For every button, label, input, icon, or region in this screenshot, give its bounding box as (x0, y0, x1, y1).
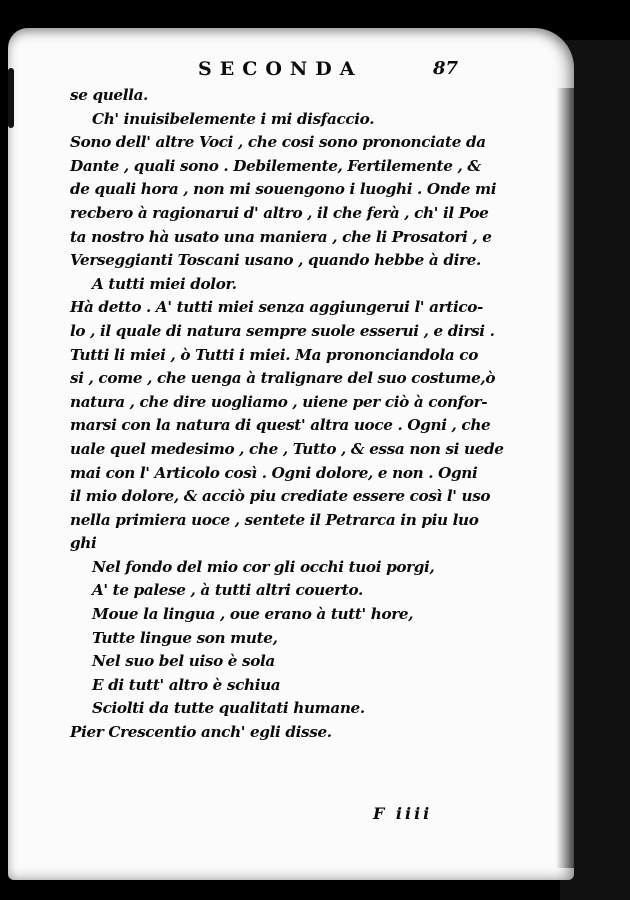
signature-mark: F iiii (373, 804, 433, 823)
quoted-verse-line: Sciolti da tutte qualitati humane. (92, 699, 365, 718)
text-line: il mio dolore, & acciò piu crediate essere così l' uso (70, 487, 491, 506)
text-line: nella primiera uoce , sentete il Petrarca in piu luo (70, 510, 479, 529)
quoted-verse-line: Ch' inuisibelemente i mi disfaccio. (92, 109, 375, 128)
text-line: Tutti li miei , ò Tutti i miei. Ma prononciandola co (70, 345, 478, 364)
text-line: natura , che dire uogliamo , uiene per ciò à confor- (70, 392, 488, 411)
text-line: marsi con la natura di quest' altra uoce . Ogni , che (70, 416, 491, 435)
quoted-verse-line: Moue la lingua , oue erano à tutt' hore, (92, 605, 414, 624)
text-line: lo , il quale di natura sempre suole esserui , e dirsi . (70, 321, 495, 340)
quoted-verse-line: Nel suo bel uiso è sola (92, 652, 275, 671)
quoted-verse-line: A' te palese , à tutti altri couerto. (92, 581, 363, 600)
text-line: Sono dell' altre Voci , che cosi sono prononciate da (70, 133, 486, 152)
page-edge-shadow (556, 88, 574, 868)
text-line: si , come , che uenga à tralignare del suo costume,ò (70, 369, 496, 388)
text-line: uale quel medesimo , che , Tutto , & essa non si uede (70, 439, 504, 458)
text-line: Verseggianti Toscani usano , quando hebbe à dire. (70, 251, 481, 270)
book-page (8, 28, 574, 880)
quoted-verse-line: Nel fondo del mio cor gli occhi tuoi porgi, (92, 557, 435, 576)
quoted-verse-line: E di tutt' altro è schiua (92, 675, 281, 694)
text-line: Dante , quali sono . Debilemente, Fertilemente , & (70, 156, 481, 175)
text-line: recbero à ragionarui d' altro , il che ferà , ch' il Poe (70, 203, 489, 222)
quoted-verse-line: Tutte lingue son mute, (92, 628, 278, 647)
text-line: se quella. (70, 86, 148, 104)
text-line: ta nostro hà usato una maniera , che li Prosatori , e (70, 227, 492, 246)
page-number: 87 (433, 58, 459, 79)
text-line: ghi (70, 534, 97, 553)
body-text (70, 84, 504, 745)
running-head: SECONDA (198, 58, 363, 80)
text-line: de quali hora , non mi souengono i luoghi . Onde mi (70, 180, 497, 199)
quoted-verse-line: A tutti miei dolor. (92, 274, 237, 293)
text-line: Pier Crescentio anch' egli disse. (70, 723, 332, 742)
text-line: mai con l' Articolo così . Ogni dolore, e non . Ogni (70, 463, 478, 482)
ink-smudge (8, 68, 14, 128)
text-line: Hà detto . A' tutti miei senza aggiungerui l' artico- (70, 298, 483, 317)
